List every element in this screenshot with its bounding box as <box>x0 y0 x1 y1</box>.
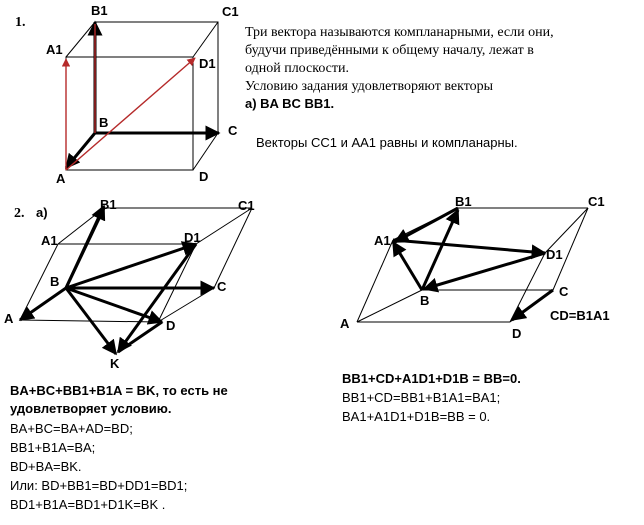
section1-text <box>245 25 554 150</box>
left-text-line: Или: BD+BB1=BD+DD1=BD1; <box>10 478 188 493</box>
vector-B1A1 <box>395 208 458 242</box>
cube-back-face <box>95 22 218 133</box>
vector-D1K <box>118 244 196 352</box>
vector-BA1 <box>393 242 422 290</box>
left-text-line: BD+BA=BK. <box>10 459 82 474</box>
right-label-D1: D1 <box>546 247 563 262</box>
section1-note: Векторы CC1 и AA1 равны и компланарны. <box>256 135 518 150</box>
label-B1: B1 <box>91 3 108 18</box>
vector-BD1 <box>66 244 196 288</box>
vector-AD1 <box>66 58 195 170</box>
vector-BA <box>20 288 66 320</box>
right-caption: CD=B1A1 <box>550 308 610 323</box>
section1-text-line: одной плоскости. <box>245 61 350 76</box>
right-label-C1: C1 <box>588 194 605 209</box>
left-label-K: K <box>110 356 120 371</box>
vector-BB1 <box>422 210 458 290</box>
right-label-B: B <box>420 293 430 308</box>
right-text-block <box>342 371 521 424</box>
section1-answer: а) BA BC BB1. <box>245 96 335 111</box>
label-C1: C1 <box>222 4 239 19</box>
section1-text-line: Условию задания удовлетворяют векторы <box>245 79 494 94</box>
section1-number: 1. <box>15 15 26 30</box>
section1-text-line: Три вектора называются компланарными, если они, <box>245 25 554 40</box>
left-text-bold-line: BA+BC+BB1+B1A = BK, то есть не <box>10 383 228 398</box>
left-text-line: BB1+B1A=BA; <box>10 440 96 455</box>
left-label-C: C <box>217 279 227 294</box>
left-text-block <box>10 383 228 512</box>
right-text-line: BB1+CD=BB1+B1A1=BA1; <box>342 390 501 405</box>
right-text-bold-line: BB1+CD+A1D1+D1B = BB=0. <box>342 371 521 386</box>
label-C: C <box>228 123 238 138</box>
section2-number: 2. <box>14 206 25 221</box>
left-text-line: BA+BC=BA+AD=BD; <box>10 421 133 436</box>
right-label-C: C <box>559 284 569 299</box>
left-label-A1: A1 <box>41 233 58 248</box>
right-text-line: BA1+A1D1+D1B=BB = 0. <box>342 409 491 424</box>
right-label-D: D <box>512 326 522 341</box>
label-D: D <box>199 169 209 184</box>
left-text-bold-line: удовлетворяет условию. <box>10 401 172 416</box>
left-label-B1: B1 <box>100 197 117 212</box>
label-A: A <box>56 171 66 186</box>
right-label-A1: A1 <box>374 233 391 248</box>
right-label-B1: B1 <box>455 194 472 209</box>
label-D1: D1 <box>199 56 216 71</box>
vector-BA <box>66 133 95 168</box>
vector-A1D1 <box>393 240 545 253</box>
right-figure <box>357 208 588 322</box>
right-label-A: A <box>340 316 350 331</box>
section1-text-line: будучи приведёнными к общему началу, лежат в <box>245 43 534 58</box>
label-A1: A1 <box>46 42 63 57</box>
left-label-B: B <box>50 274 60 289</box>
cube-figure <box>66 22 219 170</box>
vector-DK <box>118 322 162 352</box>
label-B: B <box>99 115 109 130</box>
vector-D1B <box>424 253 545 289</box>
left-label-A: A <box>4 311 14 326</box>
section2-part: а) <box>36 205 48 220</box>
left-label-D: D <box>166 318 176 333</box>
left-label-D1: D1 <box>184 230 201 245</box>
left-text-line: BD1+B1A=BD1+D1K=BK . <box>10 497 166 512</box>
left-label-C1: C1 <box>238 198 255 213</box>
